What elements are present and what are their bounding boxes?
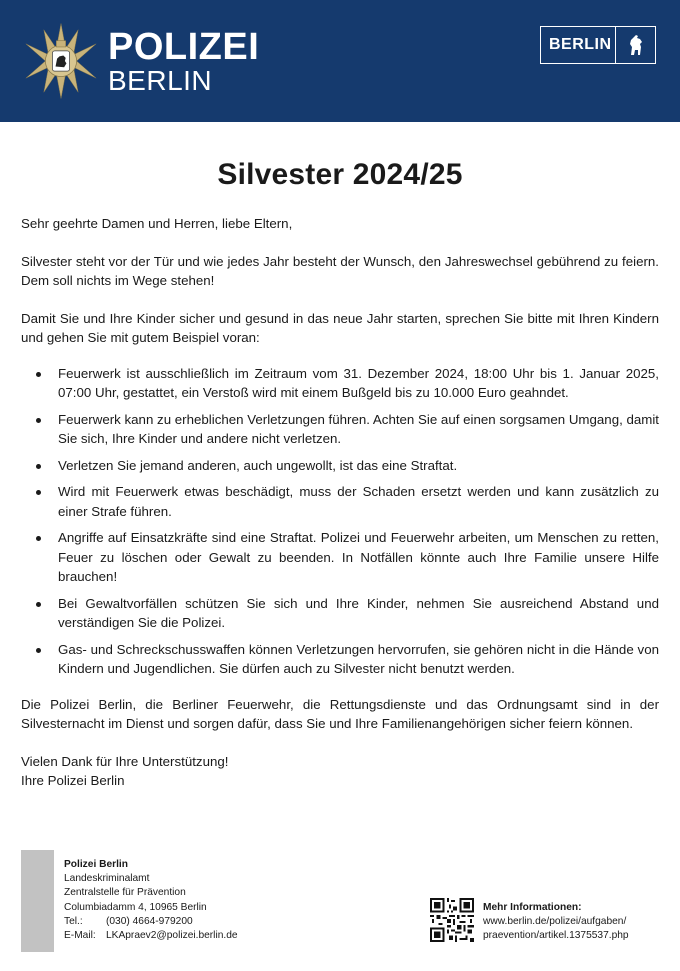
- footer-email-row: [64, 929, 238, 943]
- closing-paragraph: Die Polizei Berlin, die Berliner Feuerwehr, die Rettungsdienste und das Ordnungsamt sind in der Silvesternacht im Dienst und sorgen dafür, dass Sie und Ihre Familienangehörigen sicher feiern können.: [21, 696, 659, 731]
- footer-phone-row: [64, 915, 238, 929]
- phone-number: (030) 4664-979200: [106, 915, 193, 927]
- more-info-label: Mehr Informationen:: [483, 902, 582, 913]
- phone-label: Tel.:: [64, 915, 83, 927]
- footer-address-line: Columbiadamm 4, 10965 Berlin: [64, 901, 207, 913]
- berlin-logo: [540, 26, 656, 64]
- request-paragraph: Damit Sie und Ihre Kinder sicher und gesund in das neue Jahr starten, sprechen Sie bitte mit Ihren Kindern und gehen Sie mit gutem Beispiel voran:: [21, 310, 659, 345]
- footer-accent-bar: [21, 850, 54, 952]
- list-item: Verletzen Sie jemand anderen, auch ungewollt, ist das eine Straftat.: [21, 456, 659, 476]
- more-info: [483, 901, 629, 944]
- police-star-badge-icon: [22, 22, 100, 100]
- salutation: Sehr geehrte Damen und Herren, liebe Eltern,: [21, 216, 293, 231]
- intro-paragraph: Silvester steht vor der Tür und wie jedes Jahr besteht der Wunsch, den Jahreswechsel gebührend zu feiern. Dem soll nichts im Wege stehen!: [21, 253, 659, 288]
- more-info-url-line1[interactable]: www.berlin.de/polizei/aufgaben/: [483, 916, 627, 928]
- footer-unit: Zentralstelle für Prävention: [64, 887, 186, 899]
- qr-code-icon[interactable]: [430, 898, 474, 942]
- letter-body: [21, 214, 659, 791]
- signature-line: Ihre Polizei Berlin: [21, 773, 125, 788]
- footer-contact: [64, 858, 238, 943]
- email-link[interactable]: LKApraev2@polizei.berlin.de: [106, 930, 238, 942]
- list-item: Gas- und Schreckschusswaffen können Verletzungen hervorrufen, sie gehören nicht in die Hände von Kindern und Jugendlichen. Sie dürfen auch zu Silvester nicht benutzt werden.: [21, 640, 659, 679]
- list-item: Feuerwerk kann zu erheblichen Verletzungen führen. Achten Sie auf einen sorgsamen Umgang, damit Sie sich, Ihre Kinder und andere nicht verletzen.: [21, 410, 659, 449]
- list-item: Angriffe auf Einsatzkräfte sind eine Straftat. Polizei und Feuerwehr arbeiten, um Menschen zu retten, Feuer zu löschen oder Gewalt zu beenden. In Notfällen könnte auch Ihre Familie unsere Hilfe brauchen!: [21, 528, 659, 587]
- header-banner: [0, 0, 680, 122]
- safety-tips-list: [21, 364, 659, 679]
- footer-dept: Landeskriminalamt: [64, 873, 150, 885]
- more-info-url-line2[interactable]: praevention/artikel.1375537.php: [483, 930, 629, 942]
- berlin-bear-icon: [616, 26, 655, 64]
- brand-title: POLIZEI: [108, 26, 260, 68]
- email-label: E-Mail:: [64, 930, 96, 942]
- list-item: Feuerwerk ist ausschließlich im Zeitraum vom 31. Dezember 2024, 18:00 Uhr bis 1. Januar 2025, 07:00 Uhr, gestattet, ein Verstoß wird mit einem Bußgeld bis zu 10.000 Euro geahndet.: [21, 364, 659, 403]
- page-title: Silvester 2024/25: [217, 158, 463, 191]
- brand-subtitle: BERLIN: [108, 65, 213, 96]
- footer-org: Polizei Berlin: [64, 859, 128, 870]
- thanks-line: Vielen Dank für Ihre Unterstützung!: [21, 753, 229, 769]
- list-item: Wird mit Feuerwerk etwas beschädigt, muss der Schaden ersetzt werden und kann zusätzlich zu einer Strafe führen.: [21, 482, 659, 521]
- berlin-logo-text: BERLIN: [549, 36, 612, 53]
- list-item: Bei Gewaltvorfällen schützen Sie sich und Ihre Kinder, nehmen Sie ausreichend Abstand und verständigen Sie die Polizei.: [21, 594, 659, 633]
